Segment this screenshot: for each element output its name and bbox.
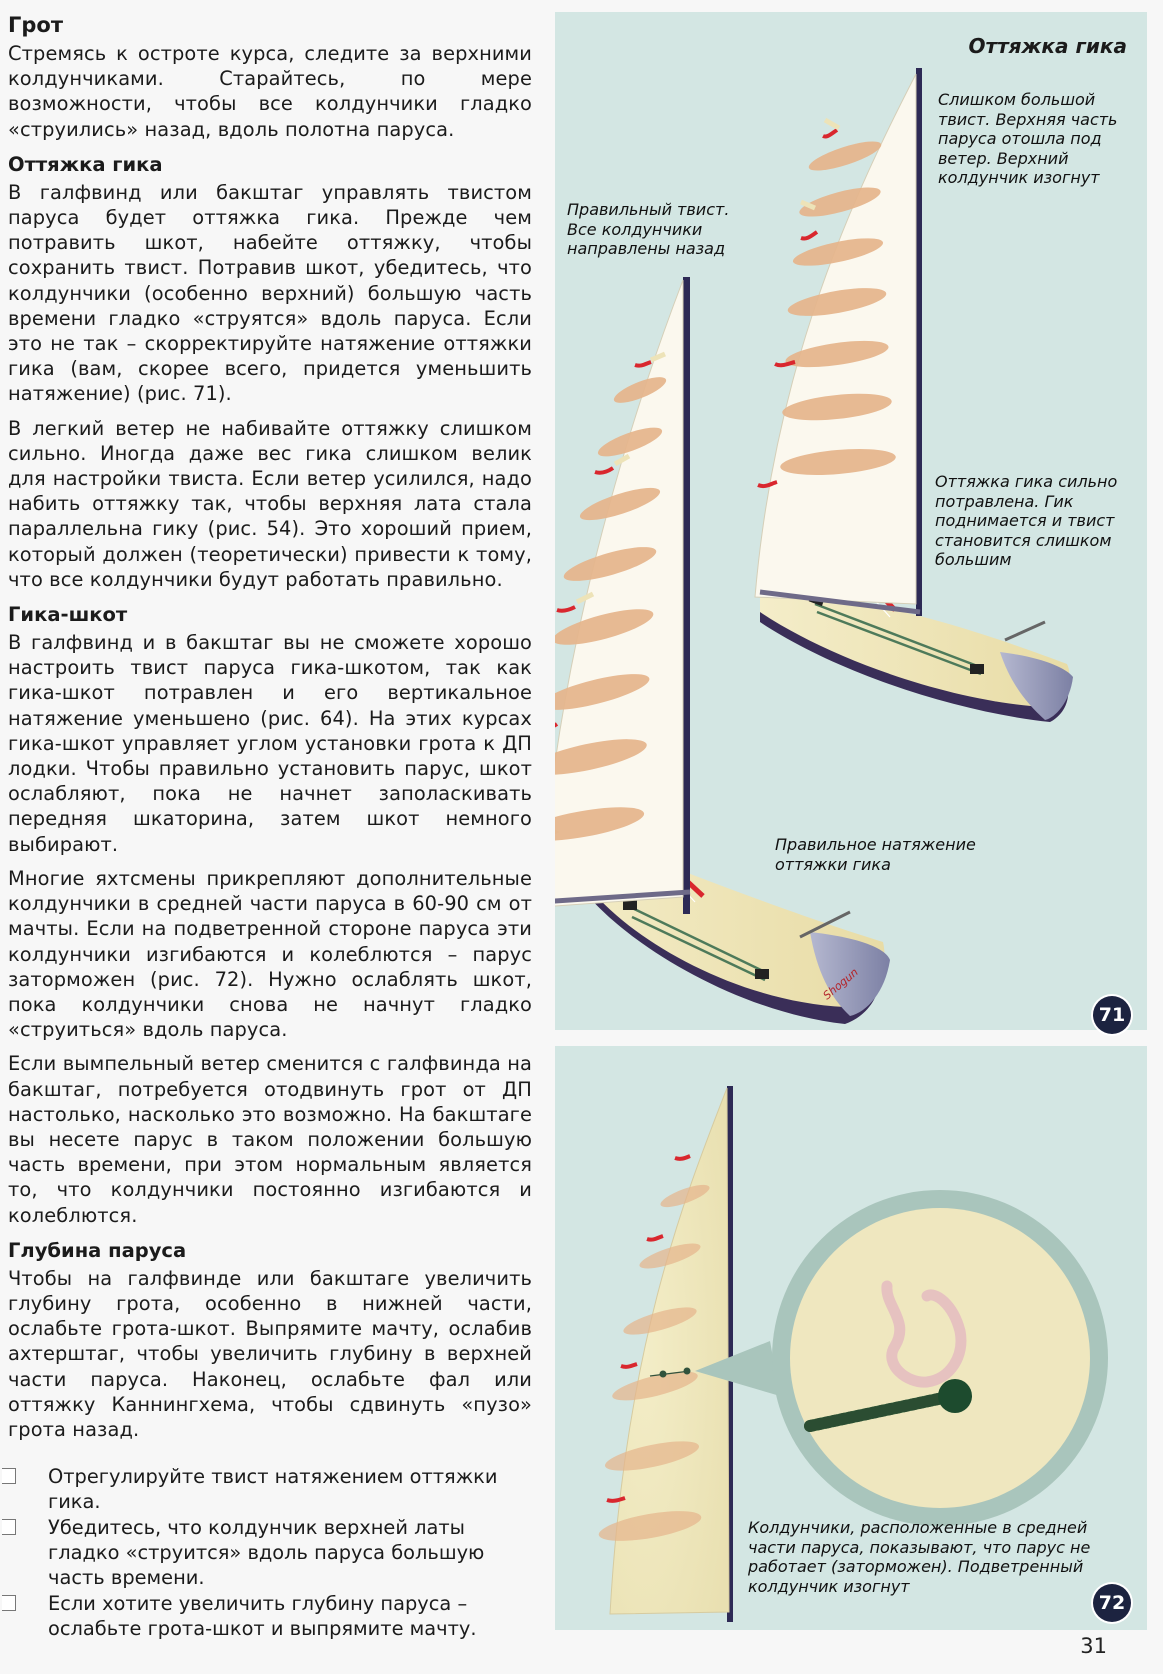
figure-71-title: Оттяжка гика (968, 34, 1127, 58)
heading-glubina: Глубина паруса (8, 1238, 187, 1262)
checklist-item: Убедитесь, что колдунчик верхней латы гладко «струится» вдоль паруса большую часть времени. (8, 1515, 532, 1590)
figure-72-caption: Колдунчики, расположенные в средней части паруса, показывают, что парус не работает (заторможен). Подветренный колдунчик изогнут (748, 1518, 1091, 1596)
figure-72 (555, 1046, 1147, 1630)
heading-grot: Грот (8, 13, 64, 37)
paragraph: В галфвинд и в бакштаг вы не сможете хорошо настроить твист паруса гика-шкотом, так как гика-шкот потравлен и его вертикальное натяжение уменьшено (рис. 64). На этих курсах гика-шкот управляет углом установки грота к ДП лодки. Чтобы правильно установить парус, шкот ослабляют, пока не начнет заполаскивать передняя шкаторина, затем шкот немного выбирают. (8, 631, 532, 856)
checkbox-icon (2, 1519, 16, 1535)
heading-ottyazhka: Оттяжка гика (8, 152, 163, 176)
paragraph: В легкий ветер не набивайте оттяжку слишком сильно. Иногда даже вес гика слишком велик для настройки твиста. Если ветер усилился, надо набить оттяжку так, чтобы верхняя лата стала параллельна гику (рис. 54). Это хороший прием, который должен (теоретически) привести к тому, что все колдунчики будут работать правильно. (8, 416, 532, 591)
checklist (8, 1464, 532, 1641)
text-column (8, 12, 532, 1642)
paragraph: В галфвинд или бакштаг управлять твистом паруса будет оттяжка гика. Прежде чем потравить шкот, набейте оттяжку, чтобы сохранить твист. Потравив шкот, убедитесь, что колдунчики (особенно верхний) большую часть времени гладко «струятся» вдоль паруса. Если это не так – скорректируйте натяжение оттяжки гика (вам, скорее всего, придется уменьшить натяжение) (рис. 71). (8, 180, 532, 406)
paragraph: Стремясь к остроте курса, следите за верхними колдунчиками. Старайтесь, по мере возможности, чтобы все колдунчики гладко «струились» назад, вдоль полотна паруса. (8, 42, 532, 141)
telltale-knot-icon (938, 1379, 972, 1413)
label-too-much-twist: Слишком большой твист. Верхняя часть паруса отошла под ветер. Верхний колдунчик изогнут (938, 90, 1118, 187)
paragraph: Если вымпельный ветер сменится с галфвинда на бакштаг, потребуется отодвинуть грот от ДП настолько, насколько это возможно. На бакштаге вы несете парус в таком положении большую часть времени, при этом нормальным является то, что колдунчики постоянно изгибаются и колеблются. (8, 1052, 532, 1227)
checklist-item: Отрегулируйте твист натяжением оттяжки гика. (8, 1464, 532, 1514)
checkbox-icon (2, 1468, 16, 1484)
checkbox-icon (2, 1595, 16, 1611)
label-correct-twist: Правильный твист. Все колдунчики направлены назад (567, 200, 730, 258)
page-number: 31 (1080, 1634, 1107, 1658)
label-correct-vang: Правильное натяжение оттяжки гика (775, 835, 976, 874)
magnifier (772, 1190, 1108, 1526)
figure-71-number: 71 (1093, 996, 1131, 1034)
heading-gikashkot: Гика-шкот (8, 603, 128, 627)
figure-71 (555, 12, 1147, 1030)
figure-72-number: 72 (1093, 1584, 1131, 1622)
checklist-item: Если хотите увеличить глубину паруса – ослабьте грота-шкот и выпрямите мачту. (8, 1591, 532, 1641)
paragraph: Чтобы на галфвинде или бакштаге увеличить глубину грота, особенно в нижней части, ослабьте грота-шкот. Выпрямите мачту, ослабив ахтерштаг, чтобы увеличить глубину в верхней части паруса. Наконец, ослабьте фал или оттяжку Каннингхема, чтобы сдвинуть «пузо» грота назад. (8, 1266, 532, 1441)
hull-logo: Shogun (820, 965, 861, 1003)
label-vang-eased: Оттяжка гика сильно потравлена. Гик поднимается и твист становится слишком большим (935, 472, 1118, 569)
paragraph: Многие яхтсмены прикрепляют дополнительные колдунчики в средней части паруса в 60-90 см от мачты. Если на подветренной стороне паруса эти колдунчики изгибаются и колеблются – парус заторможен (рис. 72). Нужно ослаблять шкот, пока колдунчики снова не начнут гладко «струиться» вдоль паруса. (8, 866, 532, 1042)
